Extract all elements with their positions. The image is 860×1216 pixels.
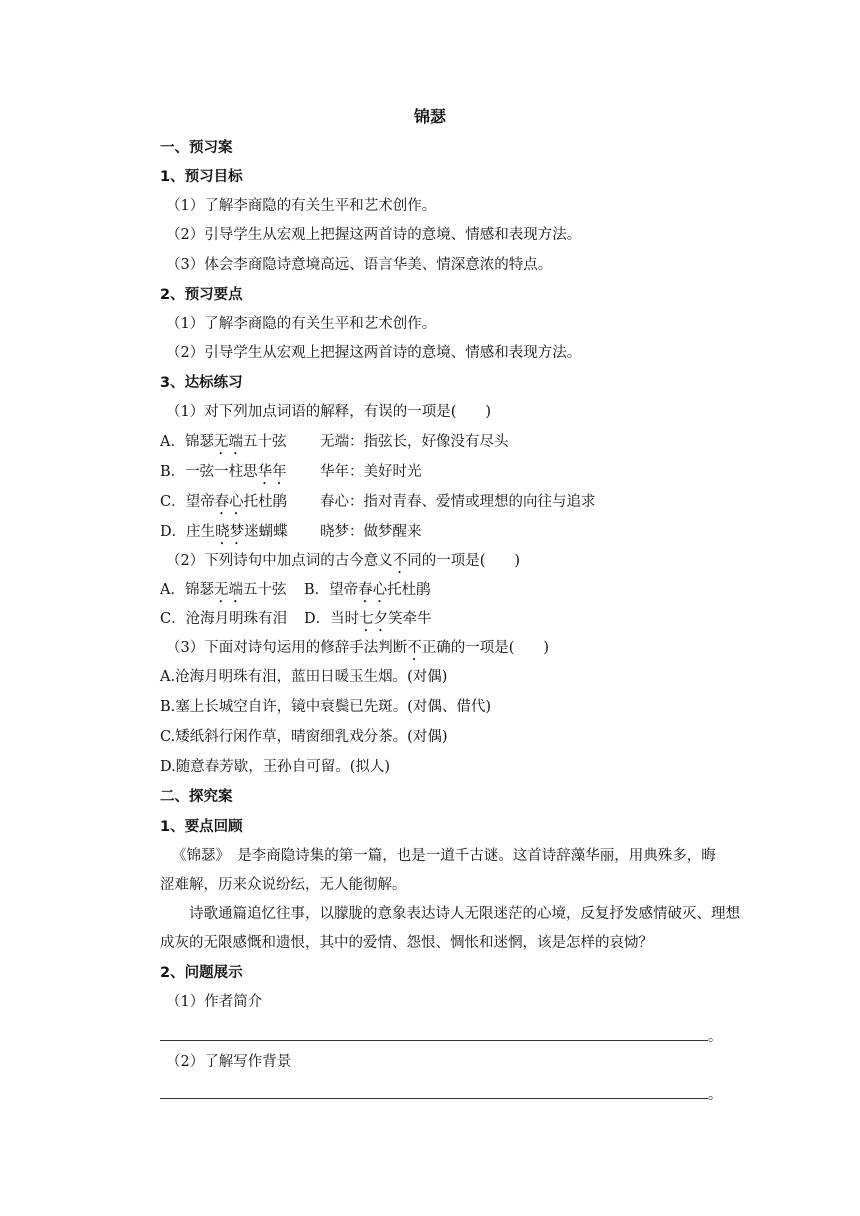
dotted-word: 无端 — [213, 434, 243, 450]
option-text: 托杜鹃 — [387, 582, 431, 598]
option-text: D．庄生 — [160, 524, 216, 540]
section-heading-preview: 一、预习案 — [160, 140, 233, 156]
dotted-word: 春心 — [214, 494, 244, 510]
end-mark: 。 — [708, 1029, 722, 1045]
option-text: D.随意春芳歇，王孙自可留。(拟人) — [160, 759, 391, 775]
option-row — [160, 609, 287, 629]
stem-text: （3）下面对诗句运用的修辞手法判断 — [166, 640, 408, 656]
option-row — [160, 522, 288, 548]
option-text: B．望帝 — [304, 582, 359, 598]
option-note: 晓梦：做梦醒来 — [320, 524, 422, 540]
option-text: A．锦瑟 — [160, 434, 214, 450]
option-text: C.矮纸斜行闲作草，晴窗细乳戏分茶。(对偶) — [160, 729, 448, 745]
review-paragraph-line: 《锦瑟》 是李商隐诗集的第一篇，也是一道千古谜。这首诗辞藻华丽，用典殊多，晦 — [172, 848, 716, 864]
option-note: 春心：指对青春、爱情或理想的向往与追求 — [320, 494, 596, 510]
option-text: 托杜鹃 — [243, 494, 288, 510]
problems-heading: 2、问题展示 — [160, 965, 243, 981]
end-mark: 。 — [708, 1087, 722, 1103]
dotted-word: 无端 — [213, 582, 243, 598]
option-row — [160, 580, 286, 606]
stem-text: （2）下列诗句中加点词的古今意义 — [166, 553, 393, 569]
option-text: 笑牵牛 — [388, 611, 432, 627]
goal-item: （1）了解李商隐的有关生平和艺术创作。 — [166, 198, 437, 214]
document-title: 锦瑟 — [413, 107, 446, 126]
option-note: 华年：美好时光 — [320, 464, 422, 480]
review-paragraph-line: 涩难解，历来众说纷纭，无人能彻解。 — [160, 877, 407, 893]
stem-text: 同的一项是( ) — [407, 553, 521, 569]
review-paragraph-line: 诗歌通篇追忆往事，以朦胧的意象表达诗人无限迷茫的心境，反复抒发感情破灭、理想 — [189, 906, 740, 922]
review-paragraph-line: 成灰的无限感慨和遗恨，其中的爱情、怨恨、惆怅和迷惘，该是怎样的哀恸？ — [160, 935, 653, 951]
problem-item: （2）了解写作背景 — [166, 1054, 292, 1070]
option-row — [304, 609, 432, 635]
problem-item: （1）作者简介 — [166, 994, 263, 1010]
option-text: 五十弦 — [242, 582, 287, 598]
option-row — [160, 432, 286, 458]
points-heading: 2、预习要点 — [160, 287, 243, 303]
dotted-word: 不 — [392, 553, 408, 569]
point-item: （2）引导学生从宏观上把握这两首诗的意境、情感和表现方法。 — [166, 345, 582, 361]
dotted-word: 七夕 — [359, 611, 389, 627]
option-note: 无端：指弦长，好像没有尽头 — [320, 434, 509, 450]
option-text: A.沧海月明珠有泪，蓝田日暖玉生烟。(对偶) — [160, 669, 448, 685]
goal-item: （2）引导学生从宏观上把握这两首诗的意境、情感和表现方法。 — [166, 227, 582, 243]
stem-text: 正确的一项是( ) — [421, 640, 550, 656]
option-text: B.塞上长城空自许，镜中衰鬓已先斑。(对偶、借代) — [160, 699, 492, 715]
option-text: A．锦瑟 — [160, 582, 214, 598]
goals-heading: 1、预习目标 — [160, 169, 243, 185]
option-text: 迷蝴蝶 — [244, 524, 288, 540]
answer-blank-line[interactable] — [160, 1040, 708, 1041]
answer-blank-line[interactable] — [160, 1098, 708, 1099]
option-text: B．一弦一柱思 — [160, 464, 258, 480]
point-item: （1）了解李商隐的有关生平和艺术创作。 — [166, 316, 437, 332]
question-stem — [166, 551, 520, 577]
question-stem: （1）对下列加点词语的解释，有误的一项是( ) — [166, 404, 492, 420]
review-heading: 1、要点回顾 — [160, 819, 243, 835]
option-text: 五十弦 — [242, 434, 287, 450]
practice-heading: 3、达标练习 — [160, 375, 243, 391]
dotted-word: 晓梦 — [215, 524, 245, 540]
option-text: C．沧海月明珠有泪 — [160, 611, 288, 627]
dotted-word: 春心 — [358, 582, 388, 598]
option-row — [304, 580, 431, 606]
option-text: C．望帝 — [160, 494, 215, 510]
question-stem — [166, 638, 549, 664]
goal-item: （3）体会李商隐诗意境高远、语言华美、情深意浓的特点。 — [166, 257, 553, 273]
dotted-word: 华年 — [257, 464, 287, 480]
dotted-word: 不 — [407, 640, 422, 656]
option-row — [160, 492, 287, 518]
section-heading-explore: 二、探究案 — [160, 789, 233, 805]
option-row — [160, 462, 287, 488]
option-text: D．当时 — [304, 611, 360, 627]
